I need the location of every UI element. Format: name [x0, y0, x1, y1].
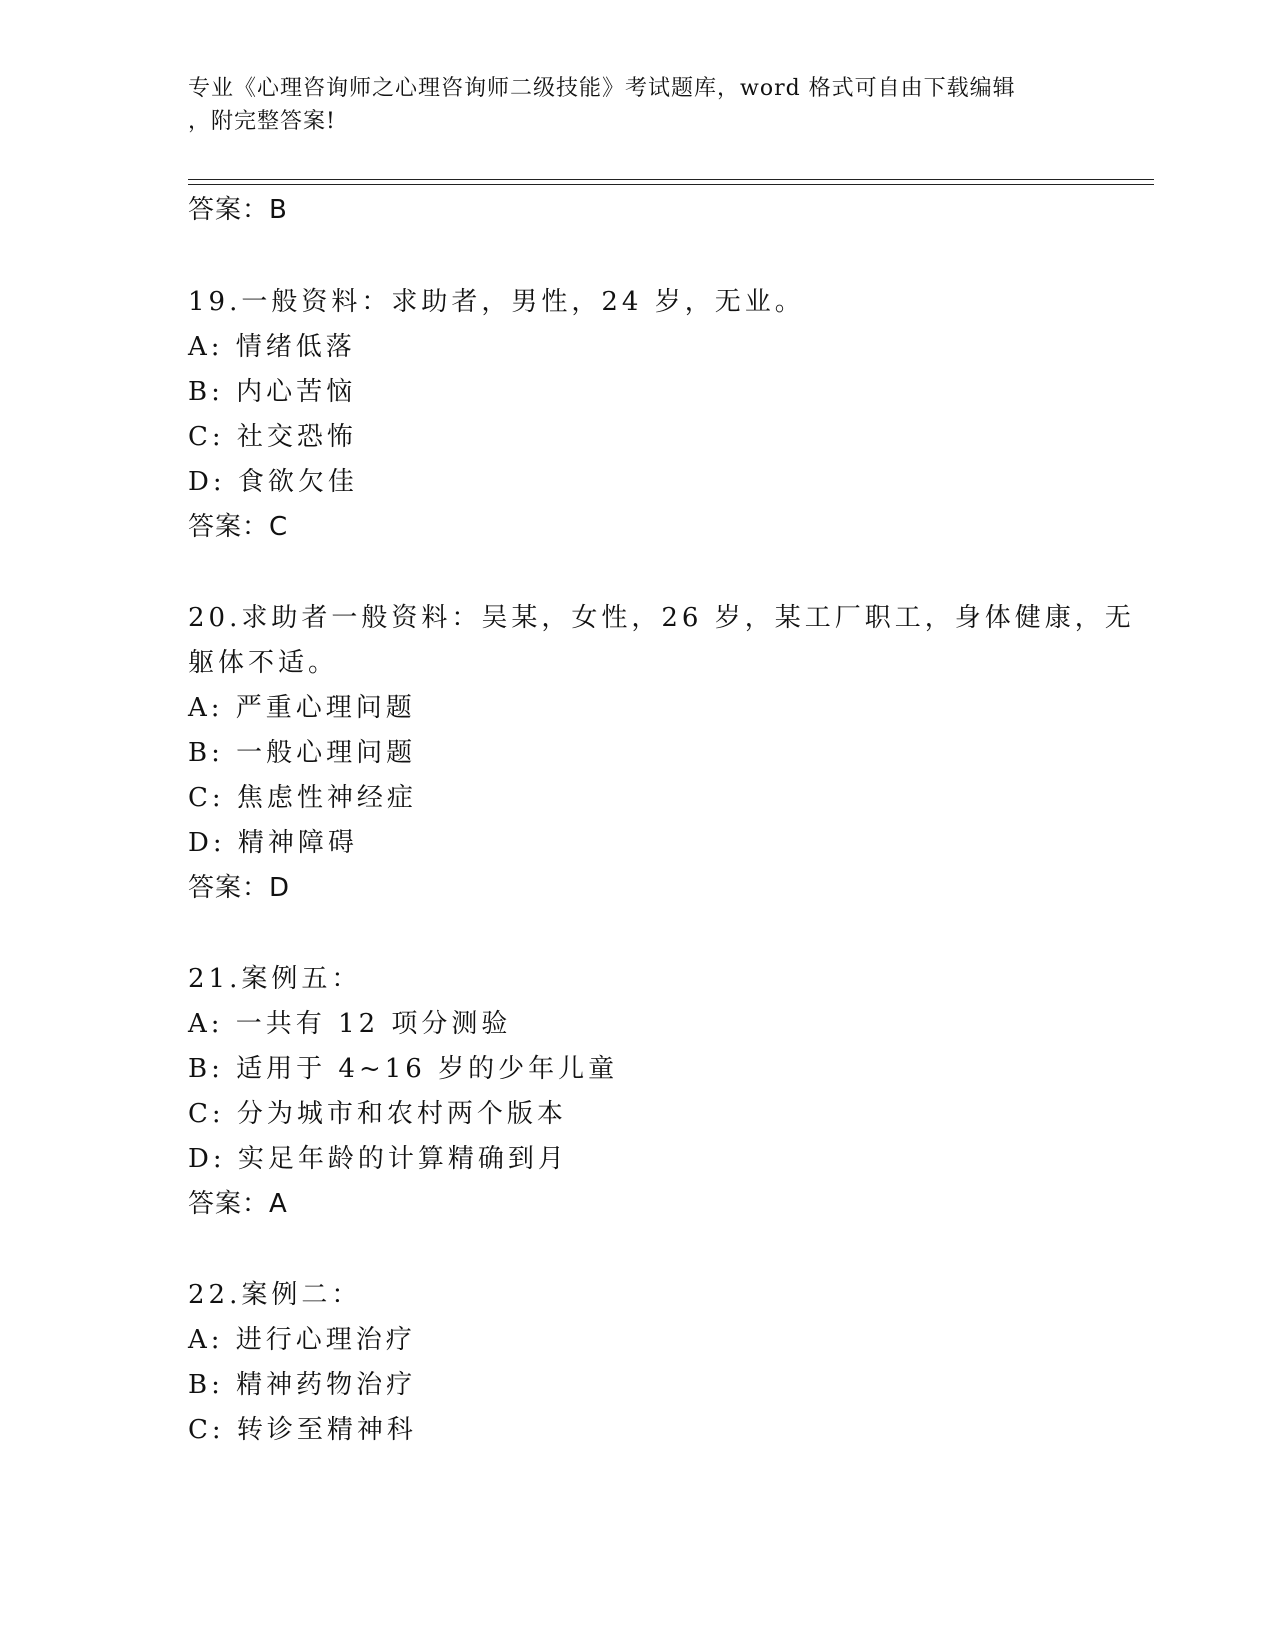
question-20-stem-line-2: 躯体不适。: [188, 648, 339, 678]
header-line-2: ，附完整答案!: [188, 109, 336, 134]
question-22-option-a: A: 进行心理治疗: [188, 1325, 416, 1355]
question-21-stem: 21.案例五：: [188, 964, 362, 994]
question-21-option-c: C: 分为城市和农村两个版本: [188, 1099, 567, 1129]
question-20-option-a: A: 严重心理问题: [188, 693, 416, 723]
question-19-stem: 19.一般资料：求助者，男性，24 岁，无业。: [188, 287, 805, 317]
question-22-option-b: B: 精神药物治疗: [188, 1370, 417, 1400]
header-line-1: 专业《心理咨询师之心理咨询师二级技能》考试题库，word 格式可自由下载编辑: [188, 76, 1016, 101]
header-rule-top: [188, 179, 1154, 180]
question-20-option-c: C: 焦虑性神经症: [188, 783, 417, 813]
question-22-stem: 22.案例二：: [188, 1280, 362, 1310]
answer-19: 答案：C: [188, 512, 289, 542]
answer-18: 答案：B: [188, 195, 288, 225]
question-21-option-d: D: 实足年龄的计算精确到月: [188, 1144, 568, 1174]
question-20-option-d: D: 精神障碍: [188, 828, 358, 858]
question-19-option-b: B: 内心苦恼: [188, 377, 357, 407]
question-19-option-d: D: 食欲欠佳: [188, 467, 358, 497]
question-19-option-a: A: 情绪低落: [188, 332, 356, 362]
header-rule-bottom: [188, 184, 1154, 185]
document-header: [188, 72, 1088, 138]
answer-20: 答案：D: [188, 873, 291, 903]
question-21-option-b: B: 适用于 4~16 岁的少年儿童: [188, 1054, 619, 1084]
question-21-option-a: A: 一共有 12 项分测验: [188, 1009, 512, 1039]
question-22-option-c: C: 转诊至精神科: [188, 1415, 417, 1445]
question-19-option-c: C: 社交恐怖: [188, 422, 357, 452]
question-20-stem-line-1: 20.求助者一般资料：吴某，女性，26 岁，某工厂职工，身体健康，无: [188, 603, 1135, 633]
question-20-option-b: B: 一般心理问题: [188, 738, 417, 768]
answer-21: 答案：A: [188, 1189, 288, 1219]
